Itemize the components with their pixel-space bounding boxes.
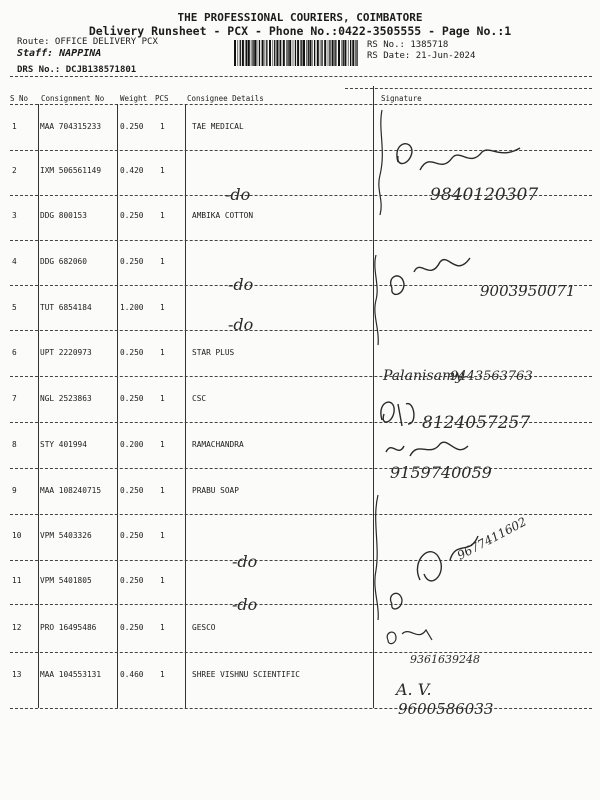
barcode-bar [324,40,326,66]
col-divider-4 [373,86,374,708]
cell-pcs: 1 [160,303,165,312]
row-divider [10,240,592,241]
cell-weight: 0.250 [120,348,144,357]
barcode-bar [329,40,330,66]
cell-weight: 0.250 [120,531,144,540]
barcode-bar [303,40,305,66]
barcode-bar [254,40,256,66]
barcode-bar [306,40,307,66]
cell-sno: 3 [12,211,17,220]
phone-row-4: 9003950071 [480,282,576,300]
cell-sno: 8 [12,440,17,449]
barcode-bar [338,40,340,66]
barcode-bar [246,40,247,66]
cell-sno: 11 [12,576,22,585]
barcode-bar [289,40,291,66]
signature-row-2 [397,144,520,170]
cell-weight: 0.250 [120,211,144,220]
bracket-stroke [375,255,378,345]
cell-weight: 0.250 [120,486,144,495]
cell-consignment: VPM 5403326 [40,531,92,540]
col-consignment-header: Consignment No [41,94,105,103]
barcode-bar [355,40,356,66]
barcode-bar [348,40,349,66]
phone-row-2: 9840120307 [430,185,539,205]
ditto-mark: -do [232,595,258,614]
row-divider [10,604,592,605]
name-row-13: A. V. [396,680,432,699]
row-divider [10,330,592,331]
barcode-bar [308,40,309,66]
barcode-bar [251,40,252,66]
row-divider [10,708,592,709]
barcode-bar [269,40,271,66]
barcode-bar [301,40,302,66]
cell-pcs: 1 [160,122,165,131]
cell-pcs: 1 [160,440,165,449]
cell-sno: 12 [12,623,22,632]
cell-pcs: 1 [160,531,165,540]
row-divider [10,150,592,151]
row-divider [10,514,592,515]
barcode-bar [286,40,287,66]
cell-weight: 0.200 [120,440,144,449]
runsheet-subtitle: Delivery Runsheet - PCX - Phone No.:0422-3505555 - Page No.:1 [88,24,512,38]
cell-sno: 5 [12,303,17,312]
phone-row-6: 9443563763 [450,369,533,384]
cell-pcs: 1 [160,623,165,632]
barcode-bar [334,40,335,66]
signature-row-10 [417,536,478,581]
barcode-bar [352,40,354,66]
drs-number: DRS No.: DCJB138571801 [17,65,137,75]
bracket-stroke [379,110,382,215]
ditto-mark: -do [228,275,254,294]
barcode-bar [317,40,319,66]
phone-row-12: 9361639248 [410,653,480,666]
cell-consignment: PRO 16495486 [40,623,97,632]
barcode-bar [276,40,278,66]
ditto-mark: -do [232,552,258,571]
row-divider [10,652,592,653]
phone-row-8: 9159740059 [390,463,492,482]
barcode-bar [266,40,267,66]
ditto-mark: -do [228,315,254,334]
barcode-bar [273,40,274,66]
cell-sno: 4 [12,257,17,266]
cell-consignment: VPM 5401805 [40,576,92,585]
cell-weight: 0.250 [120,623,144,632]
barcode-bar [312,40,313,66]
col-sno-header: S No [10,94,29,103]
cell-consignment: DDG 682060 [40,257,87,266]
signature-row-12 [387,630,432,644]
barcode-bar [283,40,285,66]
cell-sno: 2 [12,166,17,175]
cell-pcs: 1 [160,211,165,220]
row-divider [10,560,592,561]
cell-consignee: PRABU SOAP [192,486,239,495]
phone-row-10: 9677411602 [454,514,529,563]
barcode-bar [274,40,275,66]
initial-row-11 [391,593,402,609]
cell-pcs: 1 [160,348,165,357]
barcode-bar [293,40,294,66]
barcode-bar [295,40,296,66]
cell-consignment: NGL 2523863 [40,394,92,403]
cell-consignment: MAA 104553131 [40,670,102,679]
cell-weight: 0.420 [120,166,144,175]
col-consignee-header: Consignee Details [187,94,264,103]
barcode-bar [262,40,264,66]
cell-weight: 0.460 [120,670,144,679]
row-divider [10,376,592,377]
barcode-bar [342,40,343,66]
cell-pcs: 1 [160,394,165,403]
cell-consignment: MAA 704315233 [40,122,102,131]
barcode [234,40,358,66]
header-divider-right [345,88,592,89]
cell-sno: 10 [12,531,22,540]
cell-sno: 7 [12,394,17,403]
barcode-bar [238,40,239,66]
phone-row-13: 9600586033 [398,700,494,718]
barcode-bar [252,40,253,66]
cell-pcs: 1 [160,486,165,495]
row-divider [10,195,592,196]
cell-pcs: 1 [160,576,165,585]
company-title: THE PROFESSIONAL COURIERS, COIMBATORE [177,11,423,24]
signature-row-4 [391,258,470,294]
barcode-bar [245,40,246,66]
phone-row-7: 8124057257 [422,413,531,433]
cell-consignment: STY 401994 [40,440,87,449]
cell-sno: 6 [12,348,17,357]
col-pcs-header: PCS [155,94,169,103]
barcode-bar [328,40,329,66]
barcode-bar [242,40,244,66]
barcode-bar [257,40,258,66]
cell-pcs: 1 [160,257,165,266]
barcode-bar [300,40,301,66]
cell-consignee: SHREE VISHNU SCIENTIFIC [192,670,300,679]
signature-row-8 [386,442,468,456]
row-divider [10,285,592,286]
rs-number: RS No.: 1385718 [367,40,449,50]
cell-consignee: STAR PLUS [192,348,235,357]
name-row-6: Palanisamy [383,368,464,384]
cell-consignment: TUT 6854184 [40,303,92,312]
barcode-bar [356,40,357,66]
barcode-bar [343,40,344,66]
cell-consignment: UPT 2220973 [40,348,92,357]
barcode-bar [297,40,299,66]
cell-consignment: IXM 506561149 [40,166,102,175]
cell-weight: 0.250 [120,122,144,131]
barcode-bar [350,40,351,66]
barcode-bar [335,40,336,66]
cell-consignment: DDG 800153 [40,211,87,220]
col-weight-header: Weight [120,94,148,103]
barcode-bar [265,40,266,66]
cell-consignee: RAMACHANDRA [192,440,244,449]
staff-label: Staff: NAPPINA [17,48,102,59]
cell-sno: 13 [12,670,22,679]
barcode-bar [321,40,322,66]
barcode-bar [259,40,260,66]
header-divider [10,76,592,77]
cell-consignee: AMBIKA COTTON [192,211,254,220]
cell-weight: 0.250 [120,257,144,266]
cell-sno: 1 [12,122,17,131]
cell-consignee: GESCO [192,623,216,632]
row-divider [10,468,592,469]
row-divider [10,422,592,423]
ditto-mark: -do [225,185,251,204]
barcode-bar [234,40,236,66]
header-bottom-divider [10,104,592,105]
barcode-bar [332,40,334,66]
barcode-bar [287,40,288,66]
cell-consignment: MAA 108240715 [40,486,102,495]
col-signature-header: Signature [381,94,422,103]
cell-consignee: CSC [192,394,207,403]
barcode-bar [240,40,241,66]
cell-weight: 1.200 [120,303,144,312]
barcode-bar [309,40,311,66]
barcode-bar [344,40,346,66]
cell-consignee: TAE MEDICAL [192,122,244,131]
barcode-bar [314,40,315,66]
cell-weight: 0.250 [120,576,144,585]
cell-pcs: 1 [160,166,165,175]
barcode-bar [280,40,281,66]
barcode-bar [320,40,321,66]
barcode-bar [279,40,280,66]
cell-weight: 0.250 [120,394,144,403]
barcode-bar [248,40,250,66]
cell-sno: 9 [12,486,17,495]
cell-pcs: 1 [160,670,165,679]
route-label: Route: OFFICE DELIVERY PCX [17,37,158,47]
rs-date: RS Date: 21-Jun-2024 [367,51,476,61]
